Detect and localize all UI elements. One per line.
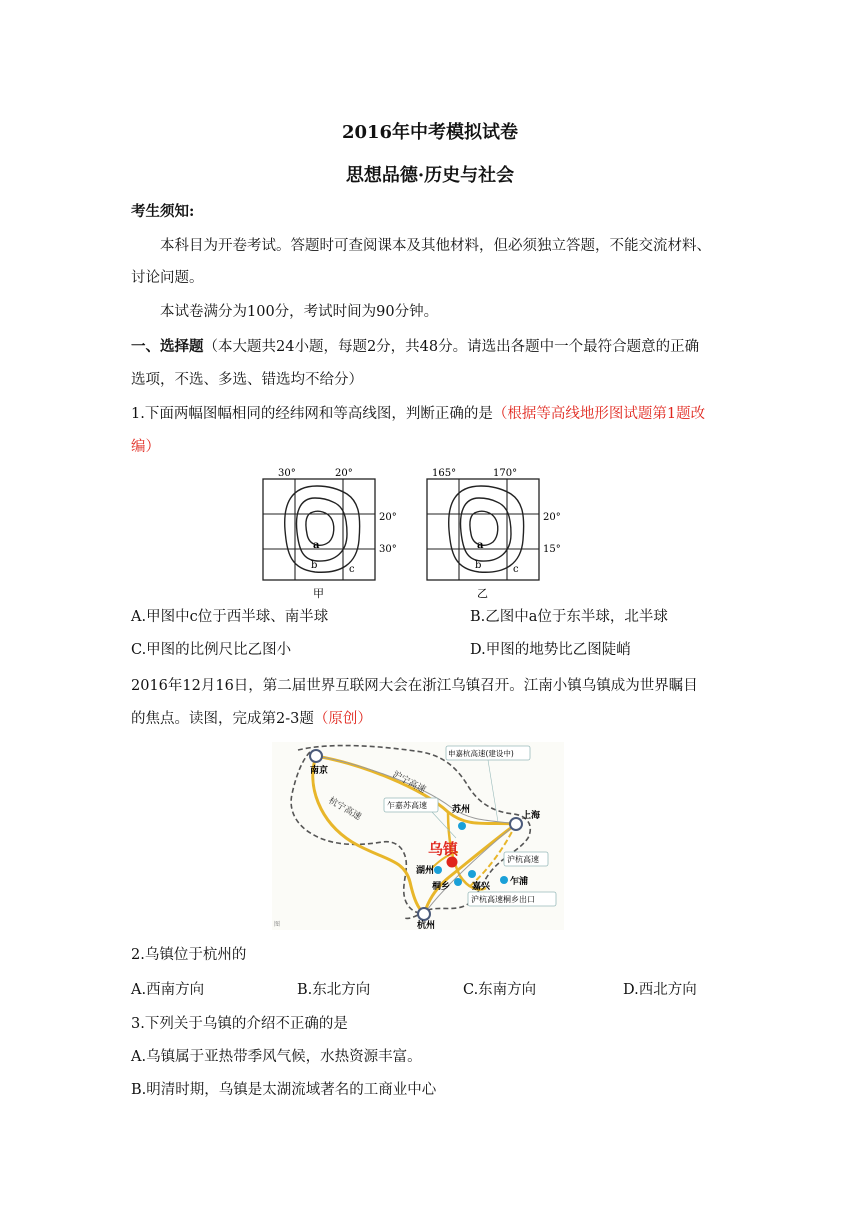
- yi-caption: 乙: [477, 587, 488, 600]
- q2-stem: 2.乌镇位于杭州的: [131, 947, 247, 963]
- passage-line2: 的焦点。读图，完成第2-3题: [131, 711, 314, 727]
- q1-stem-line: [131, 404, 705, 424]
- q1-source-line2: 编）: [131, 439, 160, 455]
- q2-option-c: C.东南方向: [463, 982, 537, 998]
- yi-lon-right: 170°: [493, 468, 518, 479]
- map-shanghai: 上海: [522, 811, 541, 821]
- map-jiaxing: 嘉兴: [472, 882, 491, 892]
- q3-stem: 3.下列关于乌镇的介绍不正确的是: [131, 1016, 348, 1032]
- map-zhajiasu: 乍嘉苏高速: [387, 801, 427, 810]
- map-nanjing: 南京: [310, 766, 329, 776]
- yi-point-a: a: [477, 540, 484, 551]
- q2-option-d: D.西北方向: [623, 982, 697, 998]
- map-huhang-exit: 沪杭高速桐乡出口: [471, 895, 535, 904]
- yi-lat-bottom: 15°: [543, 544, 561, 555]
- q3-option-a: A.乌镇属于亚热带季风气候，水热资源丰富。: [131, 1049, 422, 1065]
- passage-line2-wrap: [131, 709, 372, 729]
- q2-option-a: A.西南方向: [131, 982, 205, 998]
- contour-figures: [255, 464, 575, 604]
- map-tongxiang: 桐乡: [432, 882, 451, 892]
- notice-para1-line2: 讨论问题。: [131, 270, 204, 286]
- section1-desc: （本大题共24小题，每题2分，共48分。请选出各题中一个最符合题意的正确: [203, 339, 700, 355]
- section1-desc-line2: 选项，不选、多选、错选均不给分）: [131, 372, 363, 388]
- page-title: 2016年中考模拟试卷: [341, 122, 519, 143]
- jia-lon-left: 30°: [278, 468, 296, 479]
- notice-para2: 本试卷满分为100分，考试时间为90分钟。: [160, 304, 439, 320]
- wuzhen-map: [272, 742, 564, 930]
- yi-point-b: b: [475, 560, 482, 571]
- passage-line1: 2016年12月16日，第二届世界互联网大会在浙江乌镇召开。江南小镇乌镇成为世界瞩目: [131, 678, 698, 694]
- q1-option-d: D.甲图的地势比乙图陡峭: [470, 642, 631, 658]
- map-corner: 图: [274, 921, 281, 928]
- map-wuzhen: 乌镇: [428, 840, 459, 858]
- map-huzhou: 湖州: [416, 866, 435, 876]
- notice-heading: 考生须知:: [131, 203, 195, 220]
- q1-source: （根据等高线地形图试题第1题改: [492, 406, 706, 422]
- jia-point-b: b: [311, 560, 318, 571]
- jia-lat-bottom: 30°: [379, 544, 397, 555]
- jia-caption: 甲: [313, 587, 324, 600]
- page-subtitle: 思想品德·历史与社会: [345, 165, 515, 186]
- q3-option-b: B.明清时期，乌镇是太湖流域著名的工商业中心: [131, 1082, 437, 1098]
- section1-line1: [131, 337, 699, 357]
- q1-option-b: B.乙图中a位于东半球，北半球: [470, 609, 668, 625]
- jia-lat-top: 20°: [379, 512, 397, 523]
- q1-option-a: A.甲图中c位于西半球、南半球: [131, 609, 329, 625]
- yi-lat-top: 20°: [543, 512, 561, 523]
- jia-lon-right: 20°: [335, 468, 353, 479]
- q1-option-c: C.甲图的比例尺比乙图小: [131, 642, 292, 658]
- map-huning: 沪宁高速: [390, 769, 428, 796]
- q2-option-b: B.东北方向: [297, 982, 371, 998]
- map-suzhou: 苏州: [452, 805, 471, 815]
- map-huhang: 沪杭高速: [507, 855, 539, 864]
- section1-heading: 一、选择题: [131, 338, 204, 355]
- yi-point-c: c: [513, 564, 519, 575]
- passage-source: （原创）: [313, 711, 372, 727]
- map-hangning: 杭宁高速: [326, 795, 363, 823]
- yi-lon-left: 165°: [432, 468, 457, 479]
- map-zhapu: 乍浦: [510, 877, 529, 887]
- q1-stem: 1.下面两幅图幅相同的经纬网和等高线图，判断正确的是: [131, 406, 493, 422]
- map-hangzhou: 杭州: [417, 921, 436, 930]
- figure-yi: [427, 468, 561, 600]
- jia-point-c: c: [349, 564, 355, 575]
- jia-point-a: a: [313, 540, 320, 551]
- figure-jia: [263, 468, 397, 600]
- map-shenjiahang: 申嘉杭高速(建设中): [448, 749, 514, 758]
- notice-para1-line1: 本科目为开卷考试。答题时可查阅课本及其他材料，但必须独立答题，不能交流材料、: [160, 238, 711, 254]
